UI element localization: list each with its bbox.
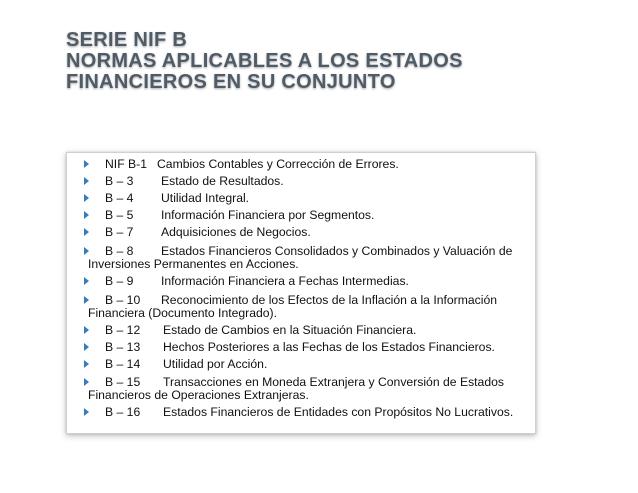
item-text: Estados Financieros Consolidados y Combinados y Valuación de xyxy=(161,244,513,258)
title-line-1: SERIE NIF B xyxy=(66,29,188,51)
item-text-continuation: Financieros de Operaciones Extranjeras. xyxy=(88,388,309,402)
item-code: B – 14 xyxy=(105,357,141,371)
triangle-bullet-icon xyxy=(84,378,89,386)
item-code: B – 8 xyxy=(105,244,134,258)
title-line-3: FINANCIEROS EN SU CONJUNTO xyxy=(66,71,396,93)
item-text: Hechos Posteriores a las Fechas de los Estados Financieros. xyxy=(163,340,495,354)
triangle-bullet-icon xyxy=(84,326,89,334)
item-code: B – 16 xyxy=(105,405,141,419)
triangle-bullet-icon xyxy=(84,211,89,219)
standards-list-box xyxy=(66,152,536,434)
item-code: B – 13 xyxy=(105,340,141,354)
triangle-bullet-icon xyxy=(84,194,89,202)
triangle-bullet-icon xyxy=(84,360,89,368)
item-code: B – 12 xyxy=(105,323,141,337)
triangle-bullet-icon xyxy=(84,228,89,236)
triangle-bullet-icon xyxy=(84,408,89,416)
item-code: B – 9 xyxy=(105,274,134,288)
item-code: B – 3 xyxy=(105,174,134,188)
item-code: B – 4 xyxy=(105,191,134,205)
item-text: Estado de Cambios en la Situación Financiera. xyxy=(163,323,417,337)
item-text: Utilidad por Acción. xyxy=(163,357,268,371)
triangle-bullet-icon xyxy=(84,160,89,168)
item-text: Información Financiera por Segmentos. xyxy=(161,208,375,222)
item-text-continuation: Financiera (Documento Integrado). xyxy=(88,306,278,320)
title-line-2: NORMAS APLICABLES A LOS ESTADOS xyxy=(66,50,463,72)
item-text: Información Financiera a Fechas Intermedias. xyxy=(161,274,409,288)
item-code: B – 10 xyxy=(105,293,141,307)
item-text: Cambios Contables y Corrección de Errores. xyxy=(157,157,399,171)
item-text: Reconocimiento de los Efectos de la Inflación a la Información xyxy=(161,293,498,307)
item-text: Estado de Resultados. xyxy=(161,174,284,188)
item-text: Transacciones en Moneda Extranjera y Conversión de Estados xyxy=(163,375,504,389)
item-text: Utilidad Integral. xyxy=(161,191,250,205)
item-code: NIF B-1 xyxy=(105,157,147,171)
triangle-bullet-icon xyxy=(84,177,89,185)
triangle-bullet-icon xyxy=(84,277,89,285)
slide-title xyxy=(66,30,626,93)
item-text-continuation: Inversiones Permanentes en Acciones. xyxy=(88,257,299,271)
item-text: Estados Financieros de Entidades con Propósitos No Lucrativos. xyxy=(163,405,514,419)
triangle-bullet-icon xyxy=(84,247,89,255)
item-code: B – 15 xyxy=(105,375,141,389)
item-text: Adquisiciones de Negocios. xyxy=(161,225,311,239)
triangle-bullet-icon xyxy=(84,343,89,351)
triangle-bullet-icon xyxy=(84,296,89,304)
item-code: B – 5 xyxy=(105,208,134,222)
item-code: B – 7 xyxy=(105,225,134,239)
